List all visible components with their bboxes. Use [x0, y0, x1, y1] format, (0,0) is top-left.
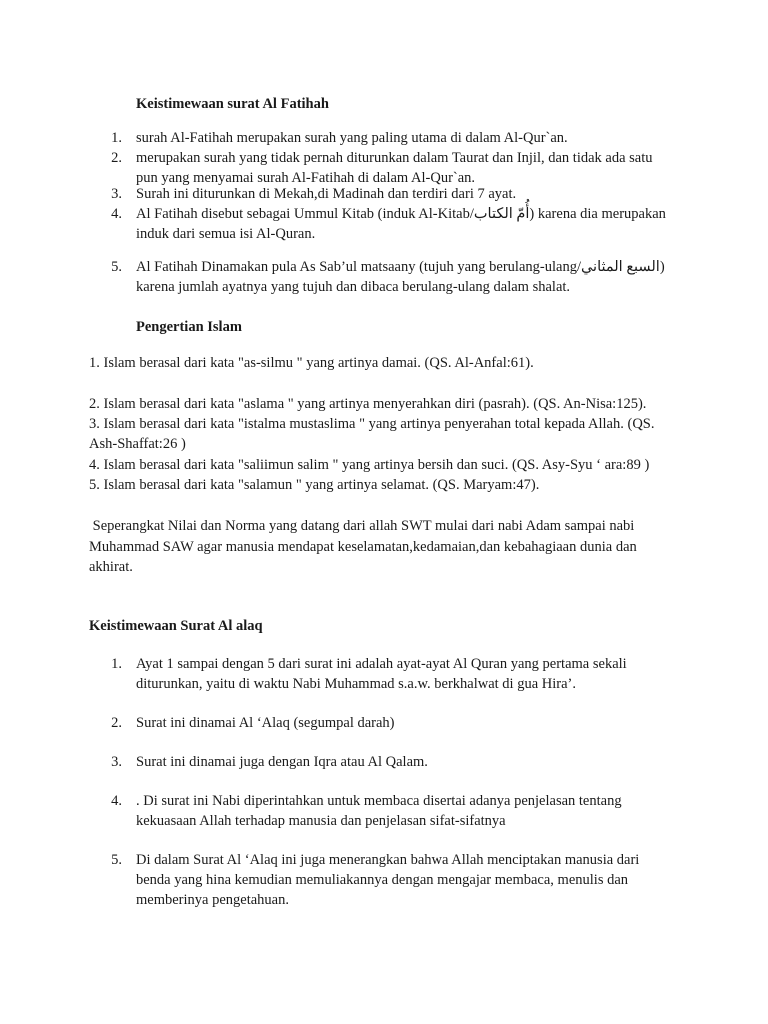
list-item-continuation: Ash-Shaffat:26 ): [89, 436, 186, 452]
list-item: 2. Islam berasal dari kata "aslama " yang artinya menyerahkan diri (pasrah). (QS. An-Nisa:125).: [89, 396, 647, 412]
section-heading-fatihah: Keistimewaan surat Al Fatihah: [136, 96, 329, 112]
list-number: 3.: [111, 186, 122, 202]
list-number: 3.: [111, 754, 122, 770]
section-heading-alaq: Keistimewaan Surat Al alaq: [89, 618, 263, 634]
list-item: 5. Islam berasal dari kata "salamun " yang artinya selamat. (QS. Maryam:47).: [89, 477, 540, 493]
list-text: pun yang menyamai surah Al-Fatihah di dalam Al-Qur`an.: [136, 170, 476, 186]
list-text: karena jumlah ayatnya yang tujuh dan dibaca berulang-ulang dalam shalat.: [136, 279, 571, 295]
list-item: 3. Islam berasal dari kata "istalma mustaslima " yang artinya penyerahan total kepada Allah. (QS.: [89, 416, 655, 432]
list-text: . Di surat ini Nabi diperintahkan untuk membaca disertai adanya penjelasan tentang: [136, 793, 622, 809]
list-text: Ayat 1 sampai dengan 5 dari surat ini adalah ayat-ayat Al Quran yang pertama sekali: [136, 656, 627, 672]
list-text: Di dalam Surat Al ‘Alaq ini juga menerangkan bahwa Allah menciptakan manusia dari: [136, 852, 640, 868]
list-text: induk dari semua isi Al-Quran.: [136, 226, 316, 242]
list-text: Surat ini dinamai Al ‘Alaq (segumpal darah): [136, 715, 395, 731]
list-text: Al Fatihah Dinamakan pula As Sab’ul matsaany (tujuh yang berulang-ulang/السبع المثاني): [136, 259, 665, 275]
list-number: 1.: [111, 656, 122, 672]
list-text: Surah ini diturunkan di Mekah,di Madinah dan terdiri dari 7 ayat.: [136, 186, 517, 202]
list-text: benda yang hina kemudian memuliakannya dengan mengajar membaca, menulis dan: [136, 872, 629, 888]
list-item: 1. Islam berasal dari kata "as-silmu " yang artinya damai. (QS. Al-Anfal:61).: [89, 355, 534, 371]
list-number: 4.: [111, 206, 122, 222]
list-item: 4. Islam berasal dari kata "saliimun salim " yang artinya bersih dan suci. (QS. Asy-Syu ‘ ara:89 ): [89, 457, 650, 473]
paragraph-line: akhirat.: [89, 559, 133, 575]
list-number: 2.: [111, 715, 122, 731]
list-text: surah Al-Fatihah merupakan surah yang paling utama di dalam Al-Qur`an.: [136, 130, 568, 146]
list-text: memberinya pengetahuan.: [136, 892, 289, 908]
list-text: Al Fatihah disebut sebagai Ummul Kitab (induk Al-Kitab/أُمّ الكتاب) karena dia merupakan: [136, 206, 666, 222]
paragraph-line: Seperangkat Nilai dan Norma yang datang dari allah SWT mulai dari nabi Adam sampai nabi: [89, 518, 635, 534]
list-number: 1.: [111, 130, 122, 146]
list-number: 5.: [111, 259, 122, 275]
list-number: 2.: [111, 150, 122, 166]
list-text: diturunkan, yaitu di waktu Nabi Muhammad s.a.w. berkhalwat di gua Hira’.: [136, 676, 576, 692]
list-text: merupakan surah yang tidak pernah diturunkan dalam Taurat dan Injil, dan tidak ada satu: [136, 150, 653, 166]
list-number: 4.: [111, 793, 122, 809]
list-number: 5.: [111, 852, 122, 868]
section-heading-islam: Pengertian Islam: [136, 319, 242, 335]
list-text: Surat ini dinamai juga dengan Iqra atau Al Qalam.: [136, 754, 428, 770]
paragraph-line: Muhammad SAW agar manusia mendapat keselamatan,kedamaian,dan kebahagiaan dunia dan: [89, 539, 637, 555]
list-text: kekuasaan Allah terhadap manusia dan penjelasan sifat-sifatnya: [136, 813, 506, 829]
